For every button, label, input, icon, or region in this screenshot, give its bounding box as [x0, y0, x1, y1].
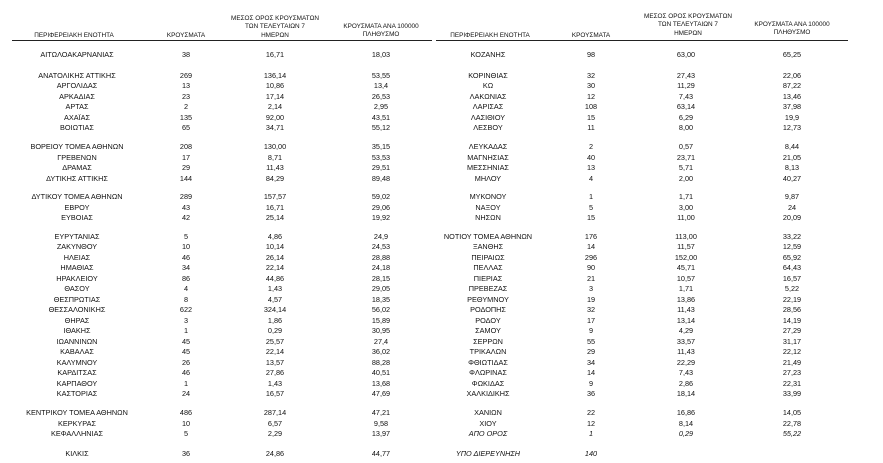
per100k-cell: 24: [787, 203, 797, 212]
cases-cell: 17: [586, 316, 596, 325]
per100k-cell: 33,99: [782, 389, 802, 398]
region-cell: ΜΗΛΟΥ: [474, 174, 502, 183]
per100k-cell: 22,19: [782, 295, 802, 304]
avg7-cell: 27,43: [676, 71, 696, 80]
cases-cell: 24: [181, 389, 191, 398]
cases-cell: 17: [181, 153, 191, 162]
avg7-cell: 10,57: [676, 274, 696, 283]
header-per100k-left: [333, 23, 429, 40]
region-cell: ΧΑΝΙΩΝ: [474, 408, 502, 417]
region-cell: ΜΕΣΣΗΝΙΑΣ: [467, 163, 509, 172]
region-cell: ΝΟΤΙΟΥ ΤΟΜΕΑ ΑΘΗΝΩΝ: [443, 232, 533, 241]
region-cell: ΧΑΛΚΙΔΙΚΗΣ: [466, 389, 510, 398]
header-avg-right: [638, 13, 738, 38]
header-region-left: ΠΕΡΙΦΕΡΕΙΑΚΗ ΕΝΟΤΗΤΑ: [34, 32, 114, 39]
cases-cell: 9: [588, 379, 594, 388]
region-cell: ΗΛΕΙΑΣ: [63, 253, 91, 262]
header-per100k-line2: ΠΛΗΘΥΣΜΟ: [362, 31, 400, 39]
per100k-cell: 27,4: [373, 337, 389, 346]
cases-cell: 1: [588, 429, 594, 438]
per100k-cell: 28,88: [371, 253, 391, 262]
avg7-cell: 2,14: [267, 102, 283, 111]
per100k-cell: 44,77: [371, 449, 391, 458]
cases-cell: 3: [183, 316, 189, 325]
avg7-cell: 22,14: [265, 347, 285, 356]
per100k-cell: 40,51: [371, 368, 391, 377]
region-cell: ΝΗΣΩΝ: [475, 213, 501, 222]
per100k-cell: 24,18: [371, 263, 391, 272]
region-cell: ΑΡΚΑΔΙΑΣ: [59, 92, 95, 101]
cases-cell: 3: [588, 284, 594, 293]
cases-cell: 13: [181, 81, 191, 90]
region-cell: ΔΡΑΜΑΣ: [62, 163, 92, 172]
cases-cell: 4: [588, 174, 594, 183]
avg7-cell: 152,00: [674, 253, 698, 262]
per100k-cell: 18,03: [371, 50, 391, 59]
avg7-cell: 45,71: [676, 263, 696, 272]
avg7-cell: 7,43: [678, 368, 694, 377]
avg7-cell: 33,57: [676, 337, 696, 346]
cases-cell: 43: [181, 203, 191, 212]
per100k-cell: 29,51: [371, 163, 391, 172]
per100k-cell: 19,92: [371, 213, 391, 222]
region-cell: ΥΠΟ ΔΙΕΡΕΥΝΗΣΗ: [455, 449, 521, 458]
region-cell: ΣΑΜΟΥ: [475, 326, 501, 335]
cases-cell: 5: [588, 203, 594, 212]
per100k-cell: 8,44: [784, 142, 800, 151]
region-cell: ΡΟΔΟΥ: [475, 316, 501, 325]
region-cell: ΝΑΞΟΥ: [475, 203, 501, 212]
per100k-cell: 22,31: [782, 379, 802, 388]
header-avg-line2: ΤΩΝ ΤΕΛΕΥΤΑΙΩΝ 7: [658, 21, 718, 29]
avg7-cell: 4,57: [267, 295, 283, 304]
region-cell: ΛΑΡΙΣΑΣ: [472, 102, 504, 111]
region-cell: ΚΕΝΤΡΙΚΟΥ ΤΟΜΕΑ ΑΘΗΝΩΝ: [26, 408, 128, 417]
cases-cell: 176: [584, 232, 598, 241]
region-cell: ΛΕΣΒΟΥ: [473, 123, 503, 132]
region-cell: ΦΘΙΩΤΙΔΑΣ: [468, 358, 508, 367]
region-cell: ΚΑΒΑΛΑΣ: [60, 347, 94, 356]
region-cell: ΠΕΛΛΑΣ: [473, 263, 503, 272]
per100k-cell: 56,02: [371, 305, 391, 314]
per100k-cell: 16,57: [782, 274, 802, 283]
avg7-cell: 2,00: [678, 174, 694, 183]
region-cell: ΠΙΕΡΙΑΣ: [473, 274, 503, 283]
region-cell: ΒΟΡΕΙΟΥ ΤΟΜΕΑ ΑΘΗΝΩΝ: [30, 142, 124, 151]
avg7-cell: 16,71: [265, 203, 285, 212]
avg7-cell: 11,00: [677, 213, 695, 222]
cases-cell: 622: [179, 305, 193, 314]
avg7-cell: 13,14: [676, 316, 696, 325]
cases-cell: 86: [181, 274, 191, 283]
region-cell: ΚΑΛΥΜΝΟΥ: [56, 358, 98, 367]
cases-cell: 140: [584, 449, 598, 458]
region-cell: ΘΕΣΣΑΛΟΝΙΚΗΣ: [48, 305, 106, 314]
avg7-cell: 22,14: [265, 263, 285, 272]
per100k-cell: 65,25: [782, 50, 802, 59]
per100k-cell: 30,95: [371, 326, 391, 335]
region-cell: ΑΝΑΤΟΛΙΚΗΣ ΑΤΤΙΚΗΣ: [38, 71, 116, 80]
per100k-cell: 21,05: [782, 153, 802, 162]
per100k-cell: 89,48: [371, 174, 391, 183]
avg7-cell: 8,00: [678, 123, 694, 132]
cases-cell: 36: [181, 449, 191, 458]
per100k-cell: 29,05: [371, 284, 391, 293]
region-cell: ΠΡΕΒΕΖΑΣ: [468, 284, 508, 293]
per100k-cell: 65,92: [782, 253, 802, 262]
avg7-cell: 1,43: [267, 284, 283, 293]
cases-cell: 486: [179, 408, 193, 417]
per100k-cell: 14,19: [782, 316, 802, 325]
region-cell: ΡΕΘΥΜΝΟΥ: [467, 295, 509, 304]
per100k-cell: 13,97: [371, 429, 391, 438]
header-region-right: ΠΕΡΙΦΕΡΕΙΑΚΗ ΕΝΟΤΗΤΑ: [450, 32, 530, 39]
region-cell: ΔΥΤΙΚΟΥ ΤΟΜΕΑ ΑΘΗΝΩΝ: [31, 192, 123, 201]
cases-cell: 12: [586, 92, 596, 101]
per100k-cell: 15,89: [371, 316, 391, 325]
per100k-cell: 37,98: [782, 102, 802, 111]
cases-cell: 32: [586, 305, 596, 314]
cases-cell: 10: [181, 419, 191, 428]
region-cell: ΜΑΓΝΗΣΙΑΣ: [467, 153, 509, 162]
per100k-cell: 2,95: [373, 102, 389, 111]
avg7-cell: 136,14: [263, 71, 287, 80]
cases-cell: 208: [179, 142, 193, 151]
cases-cell: 14: [586, 368, 596, 377]
cases-cell: 5: [183, 429, 189, 438]
per100k-cell: 47,21: [371, 408, 391, 417]
header-avg-line2: ΤΩΝ ΤΕΛΕΥΤΑΙΩΝ 7: [245, 23, 305, 31]
avg7-cell: 157,57: [263, 192, 287, 201]
cases-cell: 26: [181, 358, 191, 367]
avg7-cell: 4,86: [267, 232, 283, 241]
cases-cell: 9: [588, 326, 594, 335]
avg7-cell: 24,86: [265, 449, 285, 458]
cases-cell: 108: [584, 102, 598, 111]
region-cell: ΤΡΙΚΑΛΩΝ: [469, 347, 507, 356]
header-cases-left: ΚΡΟΥΣΜΑΤΑ: [166, 32, 206, 39]
cases-cell: 36: [586, 389, 596, 398]
avg7-cell: 16,71: [265, 50, 285, 59]
region-cell: ΚΙΛΚΙΣ: [65, 449, 89, 458]
cases-cell: 4: [183, 284, 189, 293]
avg7-cell: 44,86: [265, 274, 285, 283]
per100k-cell: 55,22: [782, 429, 802, 438]
cases-cell: 22: [586, 408, 596, 417]
region-cell: ΚΑΡΠΑΘΟΥ: [56, 379, 98, 388]
cases-cell: 30: [586, 81, 596, 90]
cases-cell: 29: [586, 347, 596, 356]
region-cell: ΗΡΑΚΛΕΙΟΥ: [56, 274, 98, 283]
per100k-cell: 20,09: [782, 213, 802, 222]
cases-cell: 8: [183, 295, 189, 304]
avg7-cell: 11,43: [677, 305, 695, 314]
cases-cell: 42: [181, 213, 191, 222]
region-cell: ΖΑΚΥΝΘΟΥ: [56, 242, 98, 251]
cases-cell: 13: [586, 163, 596, 172]
per100k-cell: 24,9: [373, 232, 389, 241]
cases-cell: 55: [586, 337, 596, 346]
cases-cell: 34: [586, 358, 596, 367]
region-cell: ΓΡΕΒΕΝΩΝ: [57, 153, 97, 162]
per100k-cell: 27,29: [782, 326, 802, 335]
cases-cell: 90: [586, 263, 596, 272]
cases-cell: 45: [181, 337, 191, 346]
avg7-cell: 6,57: [267, 419, 283, 428]
cases-cell: 46: [181, 368, 191, 377]
region-cell: ΣΕΡΡΩΝ: [473, 337, 503, 346]
cases-cell: 11: [587, 123, 595, 132]
per100k-cell: 13,4: [373, 81, 389, 90]
cases-cell: 38: [181, 50, 191, 59]
region-cell: ΚΕΡΚΥΡΑΣ: [57, 419, 97, 428]
avg7-cell: 23,71: [676, 153, 696, 162]
header-per100k-line1: ΚΡΟΥΣΜΑΤΑ ΑΝΑ 100000: [343, 23, 419, 30]
header-cases-right: ΚΡΟΥΣΜΑΤΑ: [571, 32, 611, 39]
per100k-cell: 31,17: [782, 337, 802, 346]
cases-cell: 289: [179, 192, 193, 201]
avg7-cell: 8,14: [678, 419, 694, 428]
header-avg-line1: ΜΕΣΟΣ ΟΡΟΣ ΚΡΟΥΣΜΑΤΩΝ: [644, 13, 732, 20]
avg7-cell: 13,86: [676, 295, 696, 304]
cases-cell: 1: [183, 326, 189, 335]
avg7-cell: 4,29: [678, 326, 694, 335]
per100k-cell: 24,53: [371, 242, 391, 251]
region-cell: ΚΟΖΑΝΗΣ: [470, 50, 506, 59]
region-cell: ΜΥΚΟΝΟΥ: [469, 192, 507, 201]
cases-cell: 2: [588, 142, 594, 151]
avg7-cell: 0,57: [678, 142, 694, 151]
avg7-cell: 10,86: [265, 81, 285, 90]
cases-cell: 32: [586, 71, 596, 80]
cases-cell: 19: [586, 295, 596, 304]
header-rule-left: [12, 40, 432, 41]
per100k-cell: 36,02: [371, 347, 391, 356]
region-cell: ΑΠΟ ΟΡΟΣ: [468, 429, 508, 438]
region-cell: ΚΩ: [482, 81, 494, 90]
avg7-cell: 8,71: [267, 153, 283, 162]
cases-cell: 15: [586, 213, 596, 222]
region-cell: ΒΟΙΩΤΙΑΣ: [60, 123, 94, 132]
region-cell: ΔΥΤΙΚΗΣ ΑΤΤΙΚΗΣ: [46, 174, 108, 183]
header-avg-line3: ΗΜΕΡΩΝ: [674, 29, 702, 37]
region-cell: ΚΟΡΙΝΘΙΑΣ: [468, 71, 508, 80]
avg7-cell: 0,29: [678, 429, 694, 438]
region-cell: ΛΑΚΩΝΙΑΣ: [469, 92, 507, 101]
cases-cell: 14: [586, 242, 596, 251]
region-cell: ΑΡΤΑΣ: [65, 102, 89, 111]
per100k-cell: 26,53: [371, 92, 391, 101]
cases-cell: 1: [588, 192, 594, 201]
cases-cell: 15: [586, 113, 596, 122]
avg7-cell: 2,86: [678, 379, 694, 388]
avg7-cell: 11,43: [677, 347, 695, 356]
region-cell: ΘΗΡΑΣ: [64, 316, 90, 325]
per100k-cell: 33,22: [782, 232, 802, 241]
per100k-cell: 13,46: [782, 92, 802, 101]
cases-cell: 45: [181, 347, 191, 356]
per100k-cell: 9,87: [784, 192, 800, 201]
avg7-cell: 27,86: [265, 368, 285, 377]
cases-cell: 65: [181, 123, 191, 132]
avg7-cell: 11,57: [677, 242, 695, 251]
per100k-cell: 12,73: [782, 123, 802, 132]
cases-cell: 46: [181, 253, 191, 262]
region-cell: ΚΑΡΔΙΤΣΑΣ: [57, 368, 97, 377]
cases-cell: 2: [183, 102, 189, 111]
avg7-cell: 2,29: [267, 429, 283, 438]
region-cell: ΑΙΤΩΛΟΑΚΑΡΝΑΝΙΑΣ: [40, 50, 114, 59]
header-rule-right: [436, 40, 848, 41]
cases-cell: 1: [183, 379, 189, 388]
region-cell: ΕΥΒΟΙΑΣ: [61, 213, 93, 222]
avg7-cell: 16,86: [676, 408, 696, 417]
per100k-cell: 21,49: [782, 358, 802, 367]
per100k-cell: 53,53: [371, 153, 391, 162]
header-avg-line3: ΗΜΕΡΩΝ: [261, 31, 289, 39]
per100k-cell: 22,78: [782, 419, 802, 428]
per100k-cell: 5,22: [784, 284, 800, 293]
per100k-cell: 27,23: [782, 368, 802, 377]
header-per100k-line1: ΚΡΟΥΣΜΑΤΑ ΑΝΑ 100000: [754, 21, 830, 28]
header-avg-left: [224, 15, 326, 40]
per100k-cell: 12,59: [782, 242, 802, 251]
region-cell: ΙΘΑΚΗΣ: [63, 326, 91, 335]
cases-cell: 135: [179, 113, 193, 122]
region-cell: ΑΡΓΟΛΙΔΑΣ: [56, 81, 98, 90]
per100k-cell: 9,58: [373, 419, 389, 428]
region-cell: ΕΥΡΥΤΑΝΙΑΣ: [54, 232, 100, 241]
avg7-cell: 324,14: [263, 305, 287, 314]
per100k-cell: 28,15: [371, 274, 391, 283]
region-cell: ΗΜΑΘΙΑΣ: [60, 263, 94, 272]
cases-cell: 10: [181, 242, 191, 251]
avg7-cell: 1,71: [678, 192, 694, 201]
per100k-cell: 59,02: [371, 192, 391, 201]
cases-cell: 21: [586, 274, 596, 283]
per100k-cell: 43,51: [371, 113, 391, 122]
avg7-cell: 18,14: [676, 389, 696, 398]
region-cell: ΛΕΥΚΑΔΑΣ: [468, 142, 508, 151]
region-cell: ΧΙΟΥ: [479, 419, 497, 428]
cases-cell: 29: [181, 163, 191, 172]
avg7-cell: 130,00: [263, 142, 287, 151]
cases-cell: 269: [179, 71, 193, 80]
avg7-cell: 17,14: [265, 92, 285, 101]
avg7-cell: 113,00: [675, 232, 697, 241]
region-cell: ΞΑΝΘΗΣ: [472, 242, 504, 251]
region-cell: ΕΒΡΟΥ: [64, 203, 90, 212]
avg7-cell: 11,29: [677, 81, 695, 90]
per100k-cell: 14,05: [782, 408, 802, 417]
per100k-cell: 53,55: [371, 71, 391, 80]
cases-cell: 40: [586, 153, 596, 162]
per100k-cell: 8,13: [784, 163, 800, 172]
cases-cell: 12: [586, 419, 596, 428]
per100k-cell: 87,22: [782, 81, 802, 90]
header-per100k-right: [740, 21, 844, 38]
avg7-cell: 63,14: [676, 102, 696, 111]
region-cell: ΘΕΣΠΡΩΤΙΑΣ: [53, 295, 101, 304]
avg7-cell: 13,57: [265, 358, 285, 367]
per100k-cell: 28,56: [782, 305, 802, 314]
region-cell: ΡΟΔΟΠΗΣ: [470, 305, 506, 314]
region-cell: ΦΩΚΙΔΑΣ: [471, 379, 505, 388]
avg7-cell: 1,86: [267, 316, 283, 325]
region-cell: ΦΛΩΡΙΝΑΣ: [469, 368, 507, 377]
avg7-cell: 25,57: [265, 337, 285, 346]
cases-cell: 98: [586, 50, 596, 59]
avg7-cell: 92,00: [265, 113, 285, 122]
avg7-cell: 1,71: [678, 284, 694, 293]
region-cell: ΠΕΙΡΑΙΩΣ: [471, 253, 505, 262]
per100k-cell: 47,69: [371, 389, 391, 398]
avg7-cell: 22,29: [676, 358, 696, 367]
region-cell: ΛΑΣΙΘΙΟΥ: [470, 113, 506, 122]
avg7-cell: 5,71: [678, 163, 694, 172]
cases-cell: 296: [584, 253, 598, 262]
avg7-cell: 26,14: [265, 253, 285, 262]
avg7-cell: 25,14: [265, 213, 285, 222]
avg7-cell: 11,43: [266, 163, 284, 172]
cases-cell: 34: [181, 263, 191, 272]
per100k-cell: 64,43: [782, 263, 802, 272]
per100k-cell: 19,9: [784, 113, 800, 122]
avg7-cell: 7,43: [678, 92, 694, 101]
avg7-cell: 1,43: [267, 379, 283, 388]
per100k-cell: 40,27: [782, 174, 802, 183]
avg7-cell: 16,57: [265, 389, 285, 398]
per100k-cell: 18,35: [371, 295, 391, 304]
avg7-cell: 287,14: [263, 408, 287, 417]
per100k-cell: 55,12: [371, 123, 391, 132]
per100k-cell: 88,28: [371, 358, 391, 367]
per100k-cell: 35,15: [371, 142, 391, 151]
region-cell: ΚΕΦΑΛΛΗΝΙΑΣ: [51, 429, 103, 438]
per100k-cell: 29,06: [371, 203, 391, 212]
cases-cell: 144: [179, 174, 193, 183]
avg7-cell: 6,29: [678, 113, 694, 122]
avg7-cell: 0,29: [267, 326, 283, 335]
per100k-cell: 22,12: [782, 347, 802, 356]
cases-cell: 5: [183, 232, 189, 241]
avg7-cell: 84,29: [265, 174, 285, 183]
header-per100k-line2: ΠΛΗΘΥΣΜΟ: [773, 29, 811, 37]
avg7-cell: 34,71: [265, 123, 285, 132]
avg7-cell: 10,14: [265, 242, 285, 251]
avg7-cell: 63,00: [676, 50, 696, 59]
per100k-cell: 13,68: [371, 379, 391, 388]
region-cell: ΚΑΣΤΟΡΙΑΣ: [56, 389, 98, 398]
cases-cell: 23: [181, 92, 191, 101]
avg7-cell: 3,00: [678, 203, 694, 212]
header-avg-line1: ΜΕΣΟΣ ΟΡΟΣ ΚΡΟΥΣΜΑΤΩΝ: [231, 15, 319, 22]
region-cell: ΑΧΑΪΑΣ: [63, 113, 90, 122]
per100k-cell: 22,06: [782, 71, 802, 80]
region-cell: ΙΩΑΝΝΙΝΩΝ: [56, 337, 98, 346]
region-cell: ΘΑΣΟΥ: [64, 284, 90, 293]
